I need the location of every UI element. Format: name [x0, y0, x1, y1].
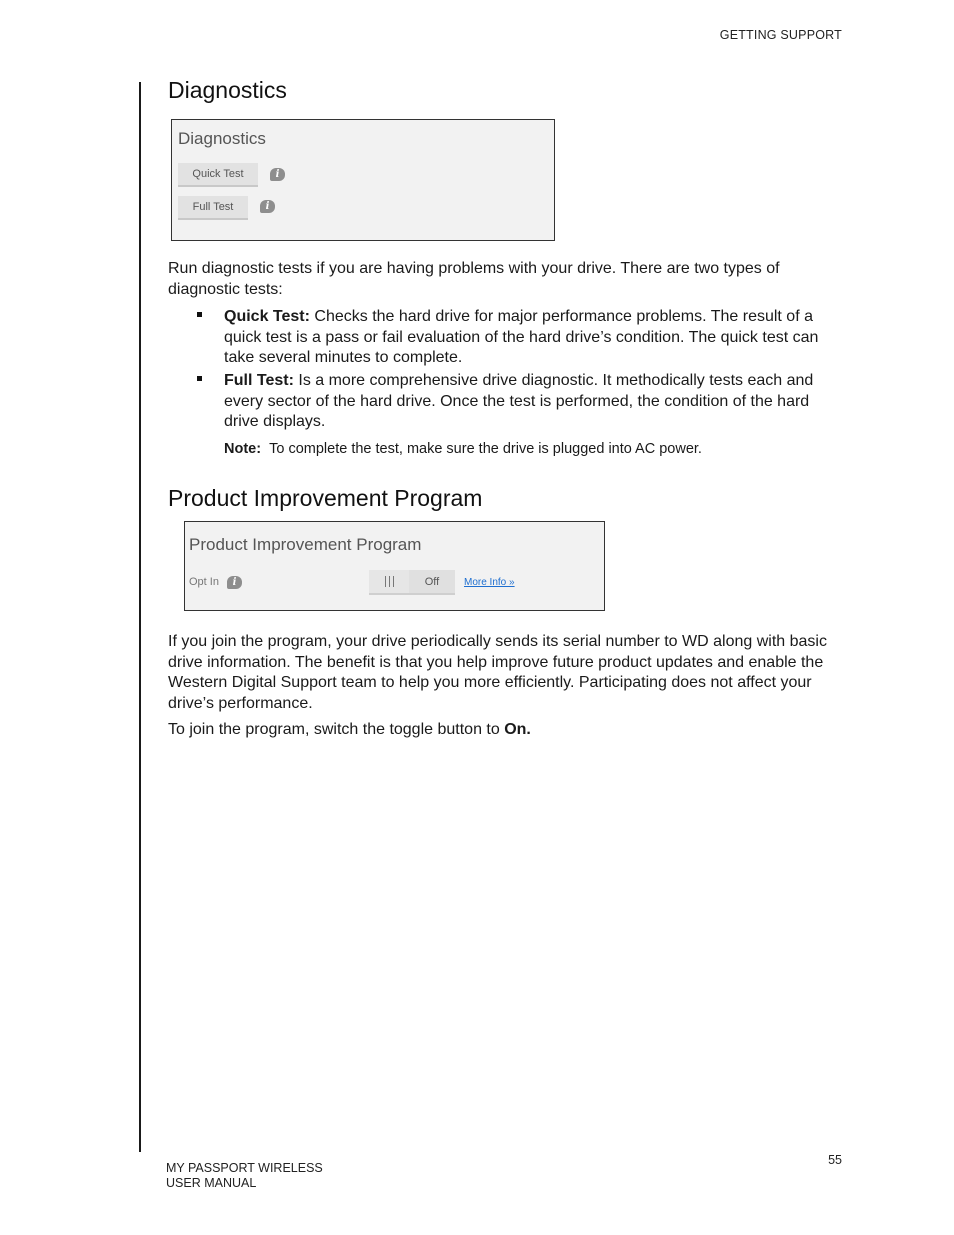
diagnostics-intro: Run diagnostic tests if you are having problems with your drive. There are two types of diagnostic tests: [168, 260, 780, 298]
page-number: 55 [828, 1153, 842, 1167]
quick-test-description: Checks the hard drive for major performance problems. The result of a quick test is a pass or fail evaluation of the hard drive’s condition. The quick test can take several minutes to complete. [224, 308, 819, 366]
more-info-link[interactable]: More Info » [464, 577, 515, 588]
opt-in-info-icon[interactable]: i [227, 576, 242, 589]
pip-body: If you join the program, your drive periodically sends its serial number to WD along with basic drive information. The benefit is that you help improve future product updates and enable the Western Digital Support team to help you more efficiently. Participating does not affect your drive’s performance. [168, 633, 827, 712]
full-test-term: Full Test: [224, 372, 294, 389]
running-header: GETTING SUPPORT [719, 28, 842, 42]
full-test-description: Is a more comprehensive drive diagnostic. It methodically tests each and every sector of the hard drive. Once the test is performed, the condition of the hard drive displays. [224, 372, 814, 430]
full-test-button[interactable]: Full Test [178, 196, 248, 220]
pip-panel-title: Product Improvement Program [189, 535, 422, 554]
quick-test-bullet [224, 307, 840, 369]
footer-line-2: USER MANUAL [166, 1176, 257, 1190]
toggle-handle[interactable] [369, 570, 409, 595]
full-test-bullet [224, 371, 840, 433]
pip-join-instruction [168, 720, 840, 741]
power-note [224, 441, 840, 457]
pip-panel-screenshot [184, 521, 605, 611]
bullet-marker [197, 312, 202, 317]
full-test-info-icon[interactable]: i [260, 200, 275, 213]
pip-heading: Product Improvement Program [168, 485, 483, 511]
footer-manual-title [166, 1161, 323, 1191]
diagnostics-panel-screenshot [171, 119, 555, 241]
left-margin-rule [139, 82, 141, 1152]
join-bold: On. [504, 721, 531, 738]
opt-in-label: Opt In [189, 576, 219, 588]
footer-line-1: MY PASSPORT WIRELESS [166, 1161, 323, 1175]
bullet-marker [197, 376, 202, 381]
note-text: To complete the test, make sure the drive is plugged into AC power. [269, 441, 702, 457]
quick-test-term: Quick Test: [224, 308, 310, 325]
join-prefix: To join the program, switch the toggle button to [168, 721, 505, 738]
note-label: Note: [224, 441, 262, 457]
diagnostics-heading: Diagnostics [168, 77, 287, 103]
quick-test-button[interactable]: Quick Test [178, 163, 258, 187]
opt-in-toggle[interactable] [369, 570, 455, 595]
diagnostics-panel-title: Diagnostics [178, 129, 266, 148]
quick-test-info-icon[interactable]: i [270, 168, 285, 181]
toggle-state: Off [409, 570, 455, 595]
